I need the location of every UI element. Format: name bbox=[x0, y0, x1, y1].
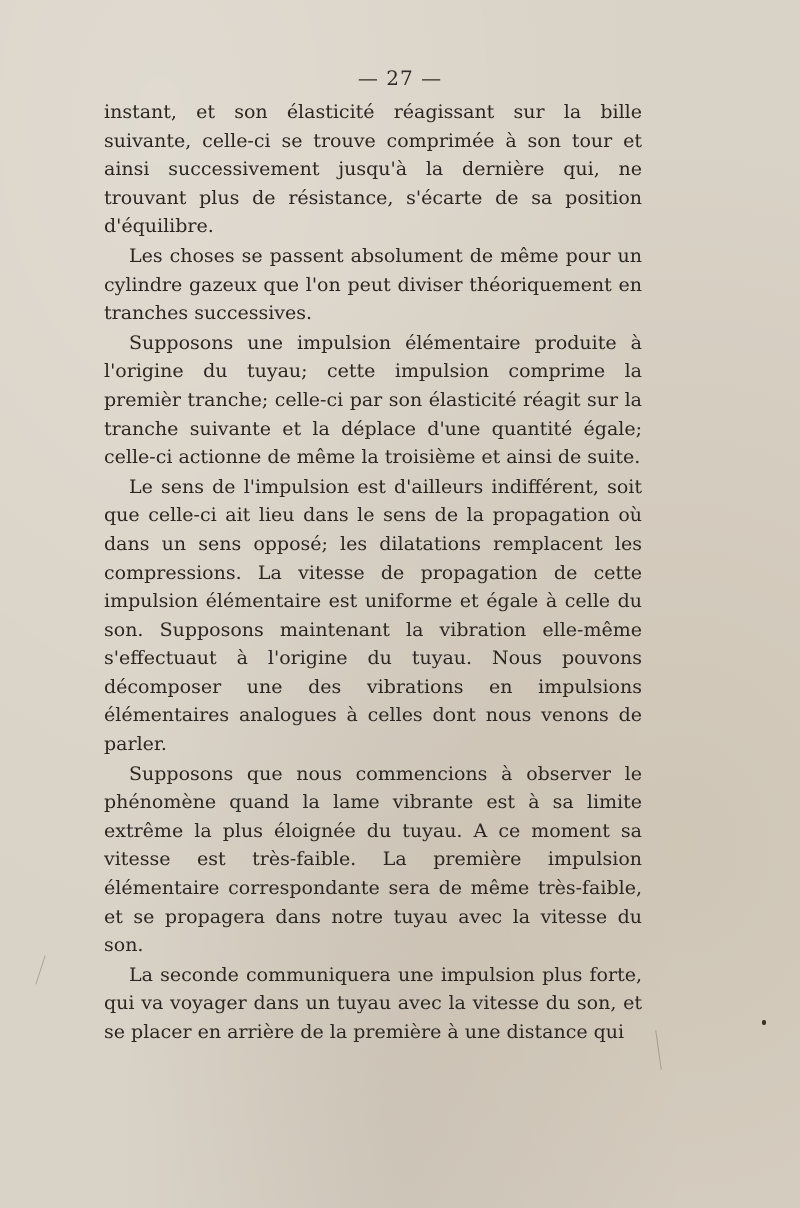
paragraph-4: Le sens de l'impulsion est d'ailleurs indifférent, soit que celle-ci ait lieu dans le sens de la propagation où dans un sens opposé; les dilatations remplacent les compressions. La vitesse de propagation de cette impulsion élémentaire est uniforme et égale à celle du son. Supposons maintenant la vibration elle-même s'effectuaut à l'origine du tuyau. Nous pouvons décomposer une des vibrations en impulsions élémentaires analogues à celles dont nous venons de parler. bbox=[104, 475, 642, 756]
paragraph-2: Les choses se passent absolument de même pour un cylindre gazeux que l'on peut diviser théoriquement en tranches successives. bbox=[104, 244, 642, 325]
paragraph-6: La seconde communiquera une impulsion plus forte, qui va voyager dans un tuyau avec la vitesse du son, et se placer en arrière de la première à une distance qui bbox=[104, 963, 642, 1043]
paragraph-3: Supposons une impulsion élémentaire produite à l'origine du tuyau; cette impulsion comprime la premièr tranche; celle-ci par son élasticité réagit sur la tranche suivante et la déplace d'une quantité égale; celle-ci actionne de même la troisième et ainsi de suite. bbox=[104, 331, 642, 469]
paragraph-1: instant, et son élasticité réagissant sur la bille suivante, celle-ci se trouve comprimée à son tour et ainsi successivement jusqu'à la dernière qui, ne trouvant plus de résistance, s'écarte de sa position d'équilibre. bbox=[104, 101, 642, 238]
paper-scratch bbox=[35, 956, 45, 985]
page-number: — 27 — bbox=[357, 66, 443, 90]
paper-speck bbox=[762, 1020, 766, 1025]
body-text bbox=[104, 98, 642, 1047]
paragraph-5: Supposons que nous commencions à observer le phénomène quand la lame vibrante est à sa limite extrême la plus éloignée du tuyau. A ce moment sa vitesse est très-faible. La première impulsion élémentaire correspondante sera de même très-faible, et se propagera dans notre tuyau avec la vitesse du son. bbox=[104, 762, 642, 957]
paper-scratch bbox=[655, 1030, 662, 1070]
